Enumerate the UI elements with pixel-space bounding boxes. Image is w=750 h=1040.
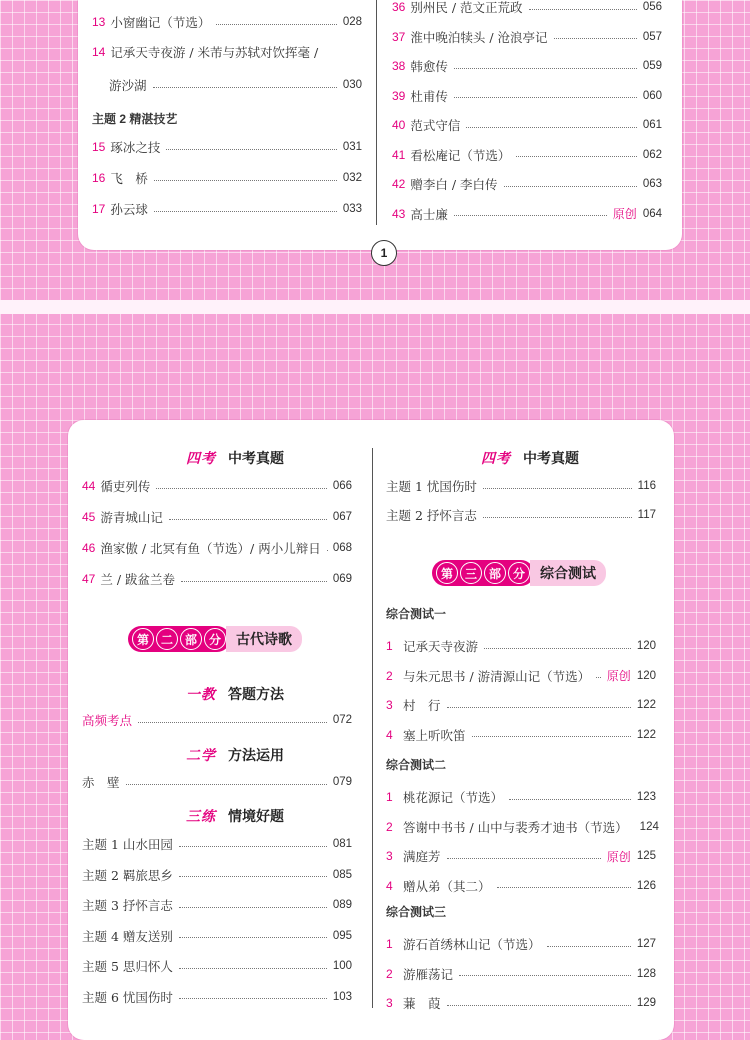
entry-page: 120 <box>637 640 656 652</box>
column-divider <box>376 0 377 225</box>
entry-number: 16 <box>92 171 105 185</box>
entry-title: 主题 4 赠友送别 <box>82 927 173 945</box>
toc-entry[interactable] <box>392 27 662 47</box>
dot-leader <box>466 127 636 128</box>
dot-leader <box>454 215 607 216</box>
entry-title: 循吏列传 <box>100 477 150 495</box>
entry-page: 122 <box>637 729 656 741</box>
entry-page: 033 <box>343 203 362 215</box>
toc-entry[interactable] <box>392 115 662 135</box>
entry-page: 124 <box>640 821 659 833</box>
entry-title: 孙云球 <box>110 200 148 218</box>
toc-entry[interactable] <box>92 137 362 157</box>
toc-entry[interactable] <box>82 772 352 792</box>
entry-title: 范式守信 <box>410 116 460 134</box>
entry-page: 059 <box>643 60 662 72</box>
toc-entry[interactable] <box>82 956 352 976</box>
entry-title: 主题 2 抒怀言志 <box>386 506 477 524</box>
dot-leader <box>181 581 327 582</box>
entry-page: 089 <box>333 899 352 911</box>
original-tag: 原创 <box>613 205 637 222</box>
section-header-erxue <box>120 745 350 765</box>
entry-title: 主题 6 忧国伤时 <box>82 988 173 1006</box>
toc-entry[interactable] <box>392 204 662 224</box>
entry-number: 4 <box>386 879 398 893</box>
entry-page: 127 <box>637 938 656 950</box>
entry-page: 120 <box>637 670 656 682</box>
dot-leader <box>179 907 327 908</box>
entry-number: 14 <box>92 45 105 59</box>
entry-page: 117 <box>638 509 656 521</box>
dot-leader <box>179 937 327 938</box>
entry-number: 2 <box>386 669 398 683</box>
section-header-sikao-left <box>120 448 350 468</box>
dot-leader <box>154 211 337 212</box>
section-label: 主题 2 精湛技艺 <box>92 110 177 127</box>
entry-page: 030 <box>343 79 362 91</box>
part-char: 三 <box>460 562 482 584</box>
entry-page: 060 <box>643 90 662 102</box>
part-char: 部 <box>180 628 202 650</box>
toc-entry[interactable] <box>386 695 656 715</box>
page-divider <box>0 300 750 314</box>
entry-number: 36 <box>392 0 405 14</box>
entry-title: 满庭芳 <box>403 847 441 865</box>
section-brush-title: 三练 <box>186 806 216 826</box>
toc-entry[interactable] <box>386 476 656 496</box>
dot-leader <box>596 677 601 678</box>
entry-number: 4 <box>386 728 398 742</box>
test-group-label: 综合测试三 <box>386 903 446 920</box>
entry-title: 蒹 葭 <box>403 994 441 1012</box>
entry-number: 37 <box>392 30 405 44</box>
entry-title: 记承天寺夜游 / 米芾与苏轼对饮挥毫 / <box>110 43 318 61</box>
toc-entry[interactable] <box>82 569 352 589</box>
dot-leader <box>447 1005 631 1006</box>
entry-number: 41 <box>392 148 405 162</box>
part-label: 古代诗歌 <box>226 626 302 652</box>
toc-entry[interactable] <box>82 476 352 496</box>
entry-number: 45 <box>82 510 95 524</box>
entry-number: 1 <box>386 937 398 951</box>
entry-title: 主题 2 羁旅思乡 <box>82 866 173 884</box>
entry-title: 赤 壁 <box>82 773 120 791</box>
test-group-label: 综合测试一 <box>386 605 446 622</box>
entry-page: 095 <box>333 930 352 942</box>
dot-leader <box>156 488 326 489</box>
dot-leader <box>216 24 336 25</box>
entry-number: 15 <box>92 140 105 154</box>
part-char: 第 <box>436 562 458 584</box>
toc-entry[interactable] <box>82 926 352 946</box>
part-char: 分 <box>204 628 226 650</box>
toc-entry[interactable] <box>386 505 656 525</box>
dot-leader <box>529 9 637 10</box>
entry-title: 淮中晚泊犊头 / 沧浪亭记 <box>410 28 547 46</box>
entry-number: 3 <box>386 849 398 863</box>
entry-page: 067 <box>333 511 352 523</box>
dot-leader <box>504 186 637 187</box>
dot-leader <box>454 68 637 69</box>
dot-leader <box>497 887 631 888</box>
entry-number: 43 <box>392 207 405 221</box>
dot-leader <box>153 87 337 88</box>
dot-leader <box>179 968 327 969</box>
entry-number: 1 <box>386 639 398 653</box>
toc-entry[interactable] <box>82 710 352 730</box>
toc-entry[interactable] <box>386 666 656 686</box>
entry-title: 渔家傲 / 北冥有鱼（节选）/ 两小儿辩日 <box>100 539 320 557</box>
entry-page: 063 <box>643 178 662 190</box>
entry-number: 39 <box>392 89 405 103</box>
part-number-pill <box>128 626 230 652</box>
entry-number: 13 <box>92 15 105 29</box>
section-title: 方法运用 <box>228 745 284 765</box>
section-title: 中考真题 <box>228 448 284 468</box>
dot-leader <box>447 858 601 859</box>
dot-leader <box>154 180 337 181</box>
entry-page: 129 <box>637 997 656 1009</box>
entry-page: 028 <box>343 16 362 28</box>
entry-title: 韩愈传 <box>410 57 448 75</box>
entry-page: 064 <box>643 208 662 220</box>
entry-page: 056 <box>643 1 662 13</box>
part-two-banner <box>128 626 302 652</box>
toc-entry[interactable] <box>92 75 362 95</box>
toc-entry[interactable] <box>386 636 656 656</box>
toc-entry[interactable] <box>386 846 656 866</box>
dot-leader <box>516 156 636 157</box>
entry-title: 主题 1 忧国伤时 <box>386 477 477 495</box>
entry-page: 100 <box>333 960 352 972</box>
entry-page: 061 <box>643 119 662 131</box>
toc-entry[interactable] <box>386 817 656 837</box>
entry-title: 赠从弟（其二） <box>403 877 491 895</box>
toc-entry[interactable] <box>386 725 656 745</box>
entry-page: 079 <box>333 776 352 788</box>
entry-page: 116 <box>638 480 656 492</box>
entry-title: 与朱元思书 / 游清源山记（节选） <box>403 667 590 685</box>
entry-number: 3 <box>386 698 398 712</box>
toc-entry[interactable] <box>386 787 656 807</box>
toc-entry[interactable] <box>392 174 662 194</box>
section-header-sanlian <box>120 806 350 826</box>
entry-page: 128 <box>637 968 656 980</box>
part-char: 分 <box>508 562 530 584</box>
dot-leader <box>126 784 327 785</box>
dot-leader <box>472 736 631 737</box>
entry-page: 103 <box>333 991 352 1003</box>
entry-page: 085 <box>333 869 352 881</box>
section-title: 中考真题 <box>523 448 579 468</box>
original-tag: 原创 <box>607 667 631 684</box>
entry-title: 塞上听吹笛 <box>403 726 466 744</box>
toc-entry[interactable] <box>92 12 362 32</box>
entry-page: 125 <box>637 850 656 862</box>
entry-number: 47 <box>82 572 95 586</box>
entry-number: 1 <box>386 790 398 804</box>
section-brush-title: 二学 <box>186 745 216 765</box>
entry-page: 072 <box>333 714 352 726</box>
entry-title: 游青城山记 <box>100 508 163 526</box>
part-three-banner <box>432 560 606 586</box>
entry-title: 别州民 / 范文正荒政 <box>410 0 522 16</box>
entry-title: 高频考点 <box>82 711 132 729</box>
test-group-label: 综合测试二 <box>386 756 446 773</box>
entry-title: 游雁荡记 <box>403 965 453 983</box>
toc-entry[interactable] <box>92 42 362 62</box>
toc-entry[interactable] <box>82 538 352 558</box>
section-title: 情境好题 <box>228 806 284 826</box>
toc-entry[interactable] <box>392 86 662 106</box>
column-divider <box>372 448 373 1008</box>
dot-leader <box>484 648 631 649</box>
entry-title: 游石首绣林山记（节选） <box>403 935 541 953</box>
entry-title: 记承天寺夜游 <box>403 637 478 655</box>
part-number-pill <box>432 560 534 586</box>
entry-title: 游沙湖 <box>109 76 147 94</box>
section-title: 答题方法 <box>228 684 284 704</box>
entry-number: 42 <box>392 177 405 191</box>
entry-title: 高士廉 <box>410 205 448 223</box>
entry-page: 032 <box>343 172 362 184</box>
section-brush-title: 四考 <box>481 448 511 468</box>
entry-title: 赠李白 / 李白传 <box>410 175 497 193</box>
toc-entry[interactable] <box>82 865 352 885</box>
toc-entry[interactable] <box>392 0 662 17</box>
toc-entry[interactable] <box>92 199 362 219</box>
entry-title: 主题 1 山水田园 <box>82 835 173 853</box>
entry-title: 村 行 <box>403 696 441 714</box>
entry-title: 飞 桥 <box>110 169 148 187</box>
dot-leader <box>509 799 631 800</box>
section-header-sikao-right <box>420 448 640 468</box>
dot-leader <box>179 998 327 999</box>
entry-title: 桃花源记（节选） <box>403 788 503 806</box>
entry-page: 062 <box>643 149 662 161</box>
section-brush-title: 四考 <box>186 448 216 468</box>
entry-number: 17 <box>92 202 105 216</box>
entry-page: 031 <box>343 141 362 153</box>
entry-title: 兰 / 跋盆兰卷 <box>100 570 175 588</box>
dot-leader <box>454 97 637 98</box>
toc-entry[interactable] <box>82 507 352 527</box>
entry-number: 44 <box>82 479 95 493</box>
entry-title: 主题 3 抒怀言志 <box>82 896 173 914</box>
dot-leader <box>169 519 327 520</box>
entry-page: 122 <box>637 699 656 711</box>
dot-leader <box>547 946 631 947</box>
toc-entry[interactable] <box>386 934 656 954</box>
entry-number: 40 <box>392 118 405 132</box>
part-label: 综合测试 <box>530 560 606 586</box>
dot-leader <box>166 149 336 150</box>
entry-title: 杜甫传 <box>410 87 448 105</box>
dot-leader <box>554 38 637 39</box>
toc-entry[interactable] <box>386 876 656 896</box>
original-tag: 原创 <box>607 848 631 865</box>
toc-entry[interactable] <box>392 145 662 165</box>
entry-page: 068 <box>333 542 352 554</box>
toc-entry[interactable] <box>82 834 352 854</box>
entry-page: 081 <box>333 838 352 850</box>
entry-title: 小窗幽记（节选） <box>110 13 210 31</box>
entry-title: 琢冰之技 <box>110 138 160 156</box>
entry-page: 126 <box>637 880 656 892</box>
dot-leader <box>179 876 327 877</box>
entry-page: 123 <box>637 791 656 803</box>
dot-leader <box>138 722 327 723</box>
toc-entry[interactable] <box>82 987 352 1007</box>
entry-number: 2 <box>386 967 398 981</box>
toc-entry[interactable] <box>82 895 352 915</box>
dot-leader <box>179 846 327 847</box>
entry-number: 46 <box>82 541 95 555</box>
toc-entry[interactable] <box>92 168 362 188</box>
page-number-badge: 1 <box>371 240 397 266</box>
section-header-yijiao <box>120 684 350 704</box>
entry-page: 057 <box>643 31 662 43</box>
toc-entry[interactable] <box>392 56 662 76</box>
entry-title: 答谢中书书 / 山中与裴秀才迪书（节选） <box>403 818 628 836</box>
toc-entry[interactable] <box>386 993 656 1013</box>
dot-leader <box>447 707 631 708</box>
entry-page: 069 <box>333 573 352 585</box>
entry-number: 3 <box>386 996 398 1010</box>
part-char: 二 <box>156 628 178 650</box>
entry-title: 看松庵记（节选） <box>410 146 510 164</box>
entry-page: 066 <box>333 480 352 492</box>
part-char: 第 <box>132 628 154 650</box>
entry-title: 主题 5 思归怀人 <box>82 957 173 975</box>
toc-entry[interactable] <box>386 964 656 984</box>
entry-number: 2 <box>386 820 398 834</box>
dot-leader <box>459 975 631 976</box>
entry-number: 38 <box>392 59 405 73</box>
dot-leader <box>483 488 632 489</box>
dot-leader <box>483 517 632 518</box>
part-char: 部 <box>484 562 506 584</box>
section-brush-title: 一教 <box>186 684 216 704</box>
